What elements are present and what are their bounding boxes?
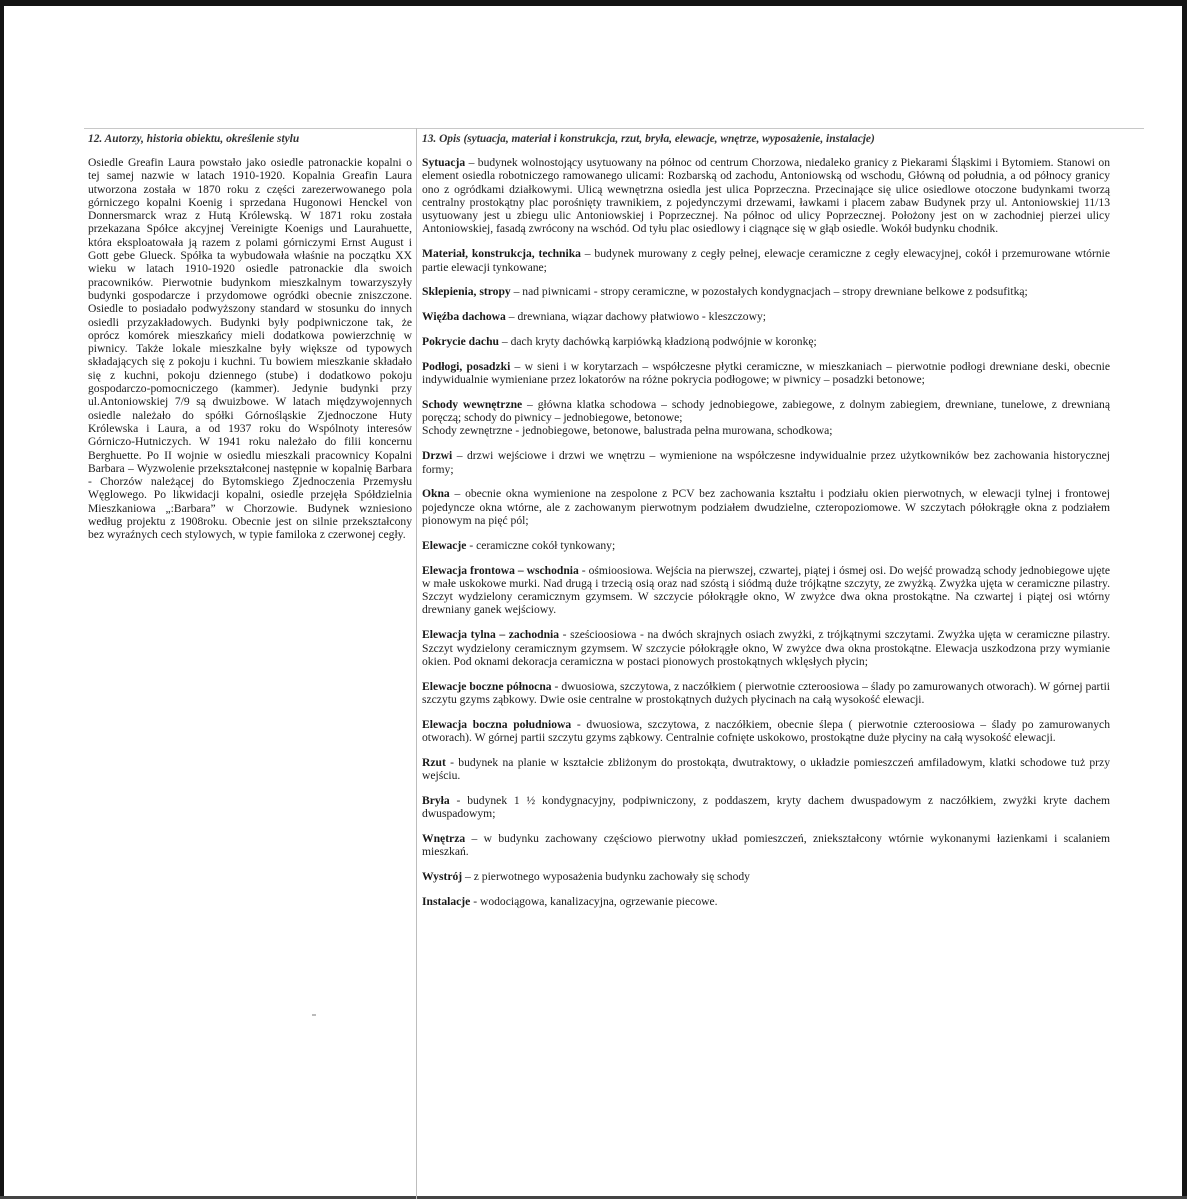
scan-speck	[312, 1014, 316, 1016]
entry-label: Elewacja tylna – zachodnia	[422, 628, 560, 642]
history-section-title: 12. Autorzy, historia obiektu, określenie stylu	[88, 133, 300, 145]
description-entry	[422, 247, 1110, 274]
description-column	[422, 132, 1110, 920]
description-entries	[422, 156, 1110, 908]
entry-text: – z pierwotnego wyposażenia budynku zachowały się schody	[462, 870, 750, 884]
entry-label: Więźba dachowa	[422, 310, 506, 324]
description-entry	[422, 487, 1110, 527]
entry-text: - dwuosiowa, szczytowa, z naczółkiem ( pierwotnie czteroosiowa – ślady po zamurowanych otworach). W górnej partii szczytu gzyms ząbkowy. Dwie osie centralne w prostokątnych dużych płycinach na całą wysokość elewacji.	[422, 679, 1111, 706]
entry-label: Elewacja frontowa – wschodnia	[422, 563, 579, 577]
description-entry	[422, 285, 1110, 298]
entry-text: - budynek 1 ½ kondygnacyjny, podpiwniczony, z poddaszem, kryty dachem dwuspadowym z naczółkiem, zwyżki kryte dachem dwuspadowym;	[422, 793, 1110, 821]
history-column	[88, 132, 412, 542]
scan-border-top	[0, 0, 1187, 6]
description-entry	[422, 398, 1110, 438]
table-top-rule	[84, 128, 1144, 129]
description-entry	[422, 832, 1110, 859]
entry-label: Bryła	[422, 793, 450, 807]
entry-label: Okna	[422, 487, 450, 501]
description-entry	[422, 870, 1110, 883]
entry-label: Elewacje boczne północna	[422, 679, 552, 693]
column-divider	[416, 128, 417, 1199]
description-entry	[422, 449, 1110, 476]
description-entry	[422, 794, 1110, 821]
entry-text: - budynek na planie w kształcie zbliżonym do prostokąta, dwutraktowy, o układzie pomieszczeń amfiladowym, klatki schodowe tuż przy wejściu.	[422, 755, 1110, 783]
entry-text: - wodociągowa, kanalizacyjna, ogrzewanie piecowe.	[470, 894, 718, 908]
description-entry	[422, 756, 1110, 783]
entry-label: Elewacje	[422, 538, 467, 552]
entry-text: – w budynku zachowany częściowo pierwotny układ pomieszczeń, zniekształcony wtórnie wykonanymi łazienkami i scalaniem mieszkań.	[422, 831, 1110, 859]
entry-text: – drewniana, wiązar dachowy płatwiowo - kleszczowy;	[505, 310, 766, 324]
entry-label: Elewacja boczna południowa	[422, 717, 572, 731]
description-entry	[422, 310, 1110, 323]
description-entry	[422, 360, 1110, 387]
description-entry	[422, 718, 1110, 745]
entry-text: - dwuosiowa, szczytowa, z naczółkiem, obecnie ślepa ( pierwotnie czteroosiowa – ślady po zamurowanych otworach). W górnej partii szczytu gzyms ząbkowy. Centralnie cofnięte uskokowo, prostokątne duże płyciny na całą wysokość elewacji.	[422, 717, 1110, 744]
entry-text: – dach kryty dachówką karpiówką kładzioną podwójnie w koronkę;	[498, 334, 817, 348]
entry-label: Podłogi, posadzki	[422, 359, 511, 373]
description-entry	[422, 628, 1110, 668]
entry-label: Schody wewnętrzne	[422, 397, 523, 411]
description-section-title: 13. Opis (sytuacja, materiał i konstrukcja, rzut, bryła, elewacje, wnętrze, wyposażenie, instalacje)	[422, 133, 875, 145]
entry-text: – drzwi wejściowe i drzwi we wnętrzu – wymienione na współczesne indywidualnie przez użytkowników bez zachowania historycznej formy;	[422, 449, 1110, 476]
description-entry	[422, 564, 1110, 617]
entry-extra-text: Schody zewnętrzne - jednobiegowe, betonowe, balustrada pełna murowana, schodkowa;	[422, 424, 833, 438]
description-entry	[422, 539, 1110, 552]
entry-label: Drzwi	[422, 449, 453, 463]
history-text: Osiedle Greafin Laura powstało jako osiedle patronackie kopalni o tej samej nazwie w latach 1910-1920. Kopalnia Greafin Laura utworzona została w 1870 roku z części zarezerwowanego pola górniczego kopalni Koenig i sprzedana Hugonowi Henckel von Donnersmarck wraz z Hutą Królewską. W 1871 roku została przekazana Spółce akcyjnej Vereinigte Koenigs und Laurahuette, która eksploatowała ją razem z polami górniczymi Ernst August i Gott gebe Glueck. Spółka ta wybudowała właśnie na początku XX wieku w latach 1910-1920 osiedle patronackie dla swoich pracowników. Pierwotnie budynkom mieszkalnym towarzyszyły budynki gospodarcze i przydomowe ogródki obecnie zniszczone. Osiedle to posiadało podwyższony standard w stosunku do innych osiedli przyzakładowych. Budynki były podpiwniczone tak, że oprócz komórek mieszkańcy mieli dodatkowa powierzchnię w piwnicy. Także lokale mieszkalne były większe od typowych składających się z pokoju i kuchni. Tu bowiem mieszkanie składało się z kuchni, pokoju dziennego (stube) i dodatkowo pokoju gospodarczo-pomocniczego (kammer). Jedynie budynki przy ul.Antoniowskiej 7/9 są dwuizbowe. W latach międzywojennych osiedle należało do spółki Górnośląskie Zjednoczone Huty Królewska i Laura, a od 1937 roku do Wspólnoty interesów Górniczo-Hutniczych. W 1941 roku należało do filii koncernu Berghuette. Po II wojnie w osiedlu mieszkali pracownicy Kopalni Barbara – Wyzwolenie przekształconej następnie w kopalnię Barbara - Chorzów należącej do Bytomskiego Zjednoczenia Przemysłu Węglowego. Po likwidacji kopalni, osiedle przejęła Spółdzielnia Mieszkaniowa „:Barbara” w Chorzowie. Budynek wzniesiono według projektu z 1908roku. Obecnie jest on silnie przekształcony bez wyraźnych cech stylowych, w typie familoka z czerwonej cegły.	[88, 156, 412, 542]
entry-label: Sytuacja	[422, 156, 466, 169]
description-entry	[422, 156, 1110, 236]
description-entry	[422, 680, 1110, 707]
entry-text: – obecnie okna wymienione na zespolone z PCV bez zachowania kształtu i podziału okien pierwotnych, w elewacji tylnej i frontowej pojedyncze okna wtórne, ale z zachowanym pierwotnym podziałem dwudzielne, czteropoziomowe. W szczytach półokrągłe okna z podziałem pionowym na pięć pól;	[422, 487, 1110, 527]
entry-label: Sklepienia, stropy	[422, 285, 511, 299]
entry-text: – nad piwnicami - stropy ceramiczne, w pozostałych kondygnacjach – stropy drewniane belkowe z podsufitką;	[510, 285, 1028, 299]
entry-text: – główna klatka schodowa – schody jednobiegowe, zabiegowe, z dolnym zabiegiem, drewniane, tunelowe, z drewnianą poręczą; schody do piwnicy – jednobiegowe, betonowe;	[422, 397, 1110, 425]
entry-label: Pokrycie dachu	[422, 334, 499, 348]
entry-text: - sześcioosiowa - na dwóch skrajnych osiach zwyżki, z trójkątnymi szczytami. Zwyżka ujęta w ceramiczne pilastry. Szczyt wydzielony ceramicznym gzymsem. W szczycie półokrągłe okno, W zwyżce dwa okna prostokątne. Elewacja uszkodzona przy wymianie okien. Pod oknami dekoracja ceramiczna w postaci pionowych prostokątnych wklęsłych płycin;	[422, 628, 1111, 668]
scan-border-right	[1182, 0, 1187, 1199]
entry-text: - ośmioosiowa. Wejścia na pierwszej, czwartej, piątej i ósmej osi. Do wejść prowadzą schody jednobiegowe ujęte w małe uskokowe murki. Nad drugą i trzecią osią oraz nad szóstą i siódmą duże trójkątne szczyty, ze zwyżką. Zwyżka ujęta w ceramiczne pilastry. Szczyt wydzielony ceramicznym gzymsem. W szczycie półokrągłe okno, W zwyżce dwa okna prostokątne. Na czwartej i piątej osi wtórny drewniany ganek wejściowy.	[422, 563, 1110, 617]
description-entry	[422, 895, 1110, 908]
entry-text: - ceramiczne cokół tynkowany;	[466, 538, 616, 552]
entry-label: Wnętrza	[422, 831, 466, 845]
entry-label: Materiał, konstrukcja, technika	[422, 247, 581, 261]
entry-text: – budynek murowany z cegły pełnej, elewacje ceramiczne z cegły elewacyjnej, cokół i przemurowane wtórnie partie elewacji tynkowane;	[422, 247, 1111, 274]
entry-text: – w sieni i w korytarzach – współczesne płytki ceramiczne, w mieszkaniach – pierwotnie podłogi drewniane deski, obecnie indywidualnie wymieniane przez lokatorów na różne pokrycia podłogowe; w piwnicy – posadzki betonowe;	[422, 359, 1110, 387]
description-entry	[422, 335, 1110, 348]
entry-text: – budynek wolnostojący usytuowany na północ od centrum Chorzowa, niedaleko granicy z Piekarami Śląskimi i Bytomiem. Stanowi on element osiedla robotniczego ramowanego ulicami: Rozbarską od zachodu, Antoniowską od wschodu, Główną od południa, a od północy granicy ono z ogródkami działkowymi. Ulicą wewnętrzna osiedla jest ulica Poprzeczna. Przecinające się ulice osiedlowe otoczone budynkami tworzą centralny prostokątny plac porośnięty trawnikiem, z pojedynczymi drzewami, ławkami i placem zabaw Budynek przy ul. Antoniowskiej 11/13 usytuowany jest u zbiegu ulic Antoniowskiej i Poprzecznej. Na północ od ulicy Poprzecznej. Położony jest on w zachodniej pierzei ulicy Antoniowskiej, fasadą zwrócony na wschód. Od tyłu plac osiedlowy i ciągnące się w głąb osiedle. Wokół budynku chodnik.	[422, 156, 1110, 236]
entry-label: Wystrój	[422, 870, 463, 884]
entry-label: Rzut	[422, 755, 446, 769]
entry-label: Instalacje	[422, 894, 471, 908]
scan-border-left	[0, 0, 4, 1199]
